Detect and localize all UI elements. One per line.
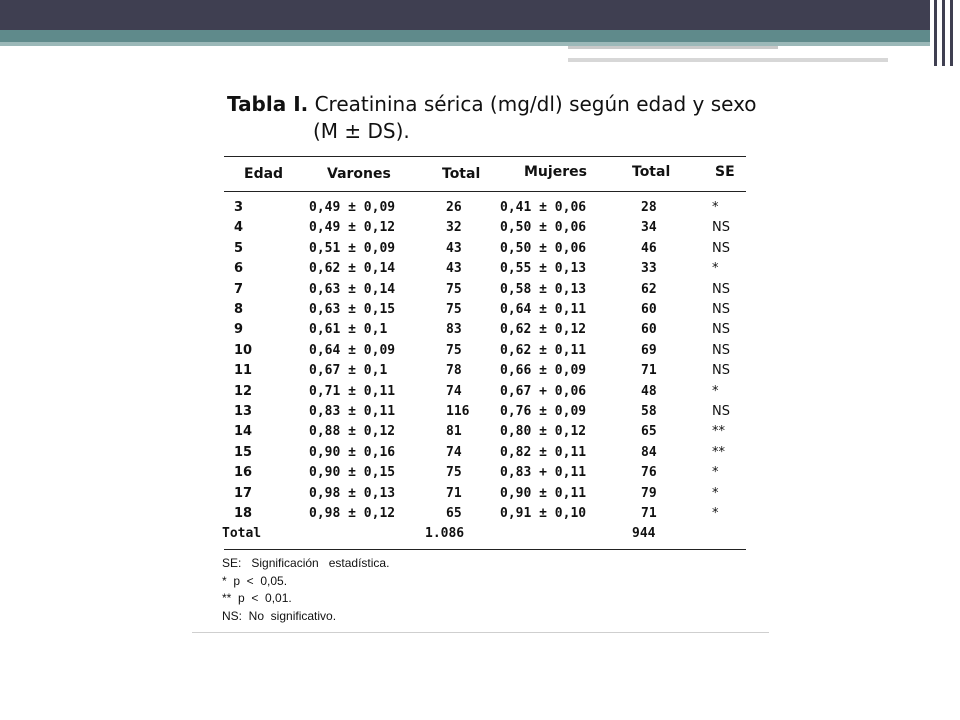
cell-varones: 0,61 ± 0,1: [309, 322, 388, 338]
cell-total-varones: 75: [446, 342, 462, 358]
cell-edad: 9: [234, 322, 244, 338]
table-footnotes: [222, 555, 389, 625]
cell-mujeres: 0,41 ± 0,06: [500, 200, 587, 215]
cell-total-varones: 75: [446, 465, 462, 481]
cell-se: NS: [712, 281, 730, 297]
table-row: [0, 239, 960, 259]
cell-total-mujeres: 65: [641, 424, 657, 440]
footnote-p01: ** p < 0,01.: [222, 591, 292, 605]
cell-se: NS: [712, 342, 730, 358]
table-title: [227, 90, 757, 118]
cell-total-varones: 74: [446, 383, 462, 399]
table-row: [0, 259, 960, 279]
table-row: [0, 280, 960, 300]
cell-total-mujeres: 79: [641, 485, 657, 501]
table-row: [0, 198, 960, 218]
cell-mujeres: 0,82 ± 0,11: [500, 444, 587, 460]
cell-mujeres: 0,58 ± 0,13: [500, 281, 587, 297]
slide-top-bar: [0, 0, 960, 30]
cell-se: *: [712, 200, 719, 215]
cell-total-mujeres: 76: [641, 465, 657, 481]
table-row: [0, 341, 960, 361]
cell-total-varones: 75: [446, 281, 462, 297]
cell-mujeres: 0,90 ± 0,11: [500, 485, 587, 501]
header-total-varones: Total: [442, 166, 481, 182]
cell-total-mujeres: 71: [641, 506, 657, 521]
total-row-label: Total: [222, 526, 262, 541]
cell-edad: 11: [234, 363, 253, 379]
cell-total-mujeres: 84: [641, 444, 657, 460]
table-title-prefix: Tabla I.: [227, 92, 309, 116]
cell-se: *: [712, 261, 719, 277]
cell-total-mujeres: 60: [641, 302, 657, 317]
cell-varones: 0,64 ± 0,09: [309, 342, 396, 358]
cell-total-varones: 116: [446, 404, 470, 419]
header-mujeres: Mujeres: [524, 164, 587, 180]
table-title-line1: Creatinina sérica (mg/dl) según edad y sexo: [314, 92, 757, 116]
cell-edad: 13: [234, 404, 253, 419]
cell-mujeres: 0,55 ± 0,13: [500, 261, 587, 277]
table-row: [0, 300, 960, 320]
table-row: [0, 218, 960, 238]
cell-total-mujeres: 48: [641, 383, 657, 399]
cell-mujeres: 0,80 ± 0,12: [500, 424, 587, 440]
cell-mujeres: 0,50 ± 0,06: [500, 240, 587, 256]
table-title-line2: (M ± DS).: [313, 119, 410, 143]
cell-varones: 0,51 ± 0,09: [309, 240, 396, 256]
footnote-ns: NS: No significativo.: [222, 608, 337, 623]
cell-mujeres: 0,64 ± 0,11: [500, 302, 587, 317]
header-total-mujeres: Total: [632, 164, 671, 180]
table-bottom-rule: [224, 549, 746, 550]
cell-edad: 8: [234, 302, 244, 317]
cell-edad: 12: [234, 383, 253, 399]
table-row: [0, 484, 960, 504]
slide-accent-bar: [0, 30, 960, 42]
cell-edad: 3: [234, 200, 244, 215]
slide-gray-line: [568, 46, 778, 49]
cell-varones: 0,90 ± 0,15: [309, 465, 396, 481]
cell-varones: 0,63 ± 0,15: [309, 302, 396, 317]
cell-edad: 18: [234, 506, 253, 521]
figure-bottom-rule: [192, 632, 769, 633]
cell-varones: 0,63 ± 0,14: [309, 281, 396, 297]
cell-total-varones: 65: [446, 506, 462, 521]
table-row: [0, 320, 960, 340]
slide-right-stripes: [930, 0, 960, 66]
cell-varones: 0,71 ± 0,11: [309, 383, 396, 399]
cell-edad: 14: [234, 424, 253, 440]
cell-mujeres: 0,67 + 0,06: [500, 383, 587, 399]
cell-se: NS: [712, 404, 730, 419]
table-row: [0, 443, 960, 463]
cell-total-mujeres: 60: [641, 322, 657, 338]
footnote-se: SE: Significación estadística.: [222, 556, 390, 570]
cell-mujeres: 0,62 ± 0,11: [500, 342, 587, 358]
cell-mujeres: 0,66 ± 0,09: [500, 363, 587, 379]
cell-total-mujeres: 28: [641, 200, 657, 215]
cell-total-varones: 32: [446, 220, 462, 236]
cell-se: *: [712, 506, 719, 521]
table-row: [0, 504, 960, 524]
header-edad: Edad: [244, 166, 284, 182]
total-row-varones: 1.086: [425, 526, 465, 541]
cell-se: *: [712, 383, 719, 399]
cell-mujeres: 0,50 ± 0,06: [500, 220, 587, 236]
cell-se: NS: [712, 322, 730, 338]
cell-se: *: [712, 485, 719, 501]
cell-mujeres: 0,91 ± 0,10: [500, 506, 587, 521]
cell-total-varones: 81: [446, 424, 462, 440]
cell-total-varones: 75: [446, 302, 462, 317]
table-row: [0, 382, 960, 402]
cell-varones: 0,49 ± 0,12: [309, 220, 396, 236]
cell-total-varones: 26: [446, 200, 462, 215]
table-row: [0, 422, 960, 442]
cell-total-varones: 74: [446, 444, 462, 460]
cell-total-varones: 43: [446, 261, 462, 277]
slide-gray-line: [568, 58, 888, 62]
cell-edad: 15: [234, 444, 253, 460]
cell-se: **: [712, 444, 725, 460]
cell-total-varones: 78: [446, 363, 462, 379]
table-row: [0, 402, 960, 422]
header-se: SE: [715, 164, 735, 180]
cell-mujeres: 0,76 ± 0,09: [500, 404, 587, 419]
cell-edad: 16: [234, 465, 253, 481]
cell-total-varones: 83: [446, 322, 462, 338]
cell-total-mujeres: 46: [641, 240, 657, 256]
cell-total-mujeres: 71: [641, 363, 657, 379]
cell-total-mujeres: 33: [641, 261, 657, 277]
cell-se: *: [712, 465, 719, 481]
cell-varones: 0,90 ± 0,16: [309, 444, 396, 460]
header-varones: Varones: [327, 166, 391, 182]
cell-se: **: [712, 424, 725, 440]
cell-se: NS: [712, 240, 730, 256]
table-top-rule: [224, 156, 746, 157]
cell-total-mujeres: 58: [641, 404, 657, 419]
table-header-rule: [224, 191, 746, 192]
footnote-p05: * p < 0,05.: [222, 573, 288, 588]
cell-edad: 5: [234, 240, 244, 256]
cell-varones: 0,83 ± 0,11: [309, 404, 396, 419]
cell-edad: 6: [234, 261, 244, 277]
cell-varones: 0,67 ± 0,1: [309, 363, 388, 379]
cell-varones: 0,98 ± 0,13: [309, 485, 396, 501]
cell-total-varones: 71: [446, 485, 462, 501]
cell-se: NS: [712, 220, 730, 236]
table-row: [0, 463, 960, 483]
table-row: [0, 361, 960, 381]
cell-se: NS: [712, 302, 730, 317]
cell-edad: 7: [234, 281, 244, 297]
cell-varones: 0,49 ± 0,09: [309, 200, 396, 215]
cell-total-varones: 43: [446, 240, 462, 256]
cell-total-mujeres: 62: [641, 281, 657, 297]
cell-edad: 4: [234, 220, 244, 236]
cell-se: NS: [712, 363, 730, 379]
cell-varones: 0,88 ± 0,12: [309, 424, 396, 440]
total-row-mujeres: 944: [632, 526, 656, 541]
cell-total-mujeres: 34: [641, 220, 657, 236]
cell-mujeres: 0,83 + 0,11: [500, 465, 587, 481]
cell-mujeres: 0,62 ± 0,12: [500, 322, 587, 338]
cell-varones: 0,62 ± 0,14: [309, 261, 396, 277]
cell-varones: 0,98 ± 0,12: [309, 506, 396, 521]
cell-edad: 10: [234, 342, 253, 358]
slide-accent-bar-light: [0, 42, 960, 46]
cell-total-mujeres: 69: [641, 342, 657, 358]
cell-edad: 17: [234, 485, 253, 501]
